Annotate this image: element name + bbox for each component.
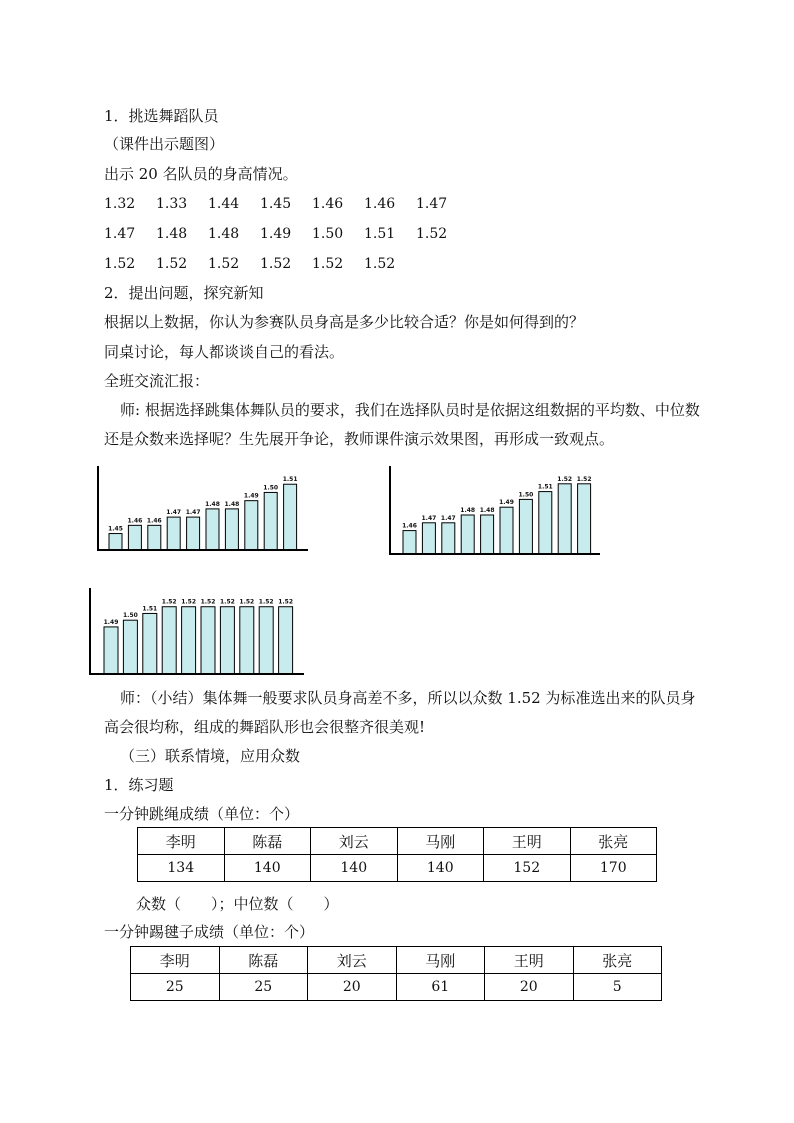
bar-value-label: 1.48 bbox=[460, 507, 476, 514]
bar-value-label: 1.52 bbox=[278, 598, 294, 606]
bar-value-label: 1.52 bbox=[576, 475, 592, 483]
bar-chart-3 bbox=[86, 584, 306, 678]
bar-value-label: 1.47 bbox=[185, 509, 201, 517]
chart-bar bbox=[264, 492, 277, 550]
table-row: 李明 陈磊 刘云 马刚 王明 张亮 bbox=[131, 947, 662, 974]
chart-bar bbox=[284, 484, 297, 550]
bar-value-label: 1.51 bbox=[537, 483, 553, 491]
chart-bar bbox=[245, 501, 258, 550]
chart-bar bbox=[461, 515, 474, 554]
heading-select-dancers: 1．挑选舞蹈队员 bbox=[104, 107, 219, 125]
height-row-3: 1.52 1.52 1.52 1.52 1.52 1.52 bbox=[104, 256, 396, 272]
question-text: 根据以上数据，你认为参赛队员身高是多少比较合适？你是如何得到的？ bbox=[104, 313, 585, 331]
chart-bar bbox=[148, 525, 161, 550]
mode-median-blanks: 众数（ ）；中位数（ ） bbox=[136, 895, 339, 913]
jump-rope-table bbox=[137, 827, 657, 882]
bar-value-label: 1.47 bbox=[440, 514, 456, 522]
bar-value-label: 1.52 bbox=[557, 475, 573, 483]
chart-bar bbox=[578, 484, 591, 554]
bar-chart-2 bbox=[388, 462, 602, 558]
bar-value-label: 1.50 bbox=[122, 612, 138, 620]
table-row: 25 25 20 61 20 5 bbox=[131, 974, 662, 1001]
chart-bar bbox=[422, 523, 435, 554]
chart-bar bbox=[519, 499, 532, 554]
bar-value-label: 1.46 bbox=[402, 522, 417, 530]
section-3-heading: （三）联系情境，应用众数 bbox=[120, 747, 301, 765]
chart-bar bbox=[220, 607, 234, 674]
exercise-heading: 1．练习题 bbox=[104, 776, 174, 794]
chart-bar bbox=[279, 607, 293, 674]
chart-bar bbox=[500, 507, 513, 554]
heading-explore: 2．提出问题，探究新知 bbox=[104, 284, 264, 302]
chart-bar bbox=[481, 515, 494, 554]
bar-value-label: 1.46 bbox=[127, 517, 143, 525]
chart-bar bbox=[206, 509, 219, 550]
chart-bar bbox=[558, 484, 571, 554]
chart-bar bbox=[143, 613, 157, 674]
shuttlecock-table bbox=[130, 946, 662, 1001]
bar-value-label: 1.47 bbox=[166, 509, 182, 517]
chart-bar bbox=[403, 531, 416, 554]
table-row: 134 140 140 140 152 170 bbox=[138, 855, 657, 882]
teacher-text-2: 还是众数来选择呢？生先展开争论，教师课件演示效果图，再形成一致观点。 bbox=[104, 430, 615, 448]
bar-value-label: 1.52 bbox=[239, 598, 255, 606]
chart-bar bbox=[162, 607, 176, 674]
bar-value-label: 1.51 bbox=[142, 605, 158, 613]
bar-value-label: 1.50 bbox=[518, 491, 534, 499]
chart-bar bbox=[109, 534, 122, 550]
bar-value-label: 1.52 bbox=[200, 598, 216, 606]
shuttlecock-title: 一分钟踢毽子成绩（单位：个） bbox=[104, 923, 315, 941]
height-row-2: 1.47 1.48 1.48 1.49 1.50 1.51 1.52 bbox=[104, 226, 448, 242]
chart-bar bbox=[240, 607, 254, 674]
bar-value-label: 1.48 bbox=[479, 507, 495, 514]
chart-bar bbox=[539, 492, 552, 554]
chart-bar bbox=[187, 517, 200, 550]
intro-text: 出示 20 名队员的身高情况。 bbox=[104, 165, 298, 183]
chart-bar bbox=[128, 525, 141, 550]
courseware-note: （课件出示题图） bbox=[104, 135, 225, 153]
teacher-text-1: 师: 根据选择跳集体舞队员的要求，我们在选择队员时是依据这组数据的平均数、中位数 bbox=[120, 401, 700, 419]
chart-bar bbox=[201, 607, 215, 674]
jump-rope-title: 一分钟跳绳成绩（单位：个） bbox=[104, 805, 300, 823]
bar-chart-1 bbox=[94, 462, 310, 554]
chart-bar bbox=[182, 607, 196, 674]
height-row-1: 1.32 1.33 1.44 1.45 1.46 1.46 1.47 bbox=[104, 196, 448, 212]
summary-text-1: 师：（小结）集体舞一般要求队员身高差不多，所以以众数 1.52 为标准选出来的队员身 bbox=[120, 689, 696, 707]
chart-bar bbox=[123, 620, 137, 674]
chart-bar bbox=[104, 627, 118, 674]
bar-value-label: 1.49 bbox=[499, 499, 514, 507]
bar-value-label: 1.52 bbox=[219, 598, 235, 606]
chart-bar bbox=[167, 517, 180, 550]
report-text: 全班交流汇报： bbox=[104, 372, 210, 390]
bar-value-label: 1.46 bbox=[146, 517, 162, 525]
bar-value-label: 1.45 bbox=[108, 525, 123, 533]
bar-value-label: 1.52 bbox=[161, 598, 177, 606]
summary-text-2: 高会很均称，组成的舞蹈队形也会很整齐很美观! bbox=[104, 718, 426, 736]
bar-value-label: 1.50 bbox=[263, 484, 279, 492]
bar-value-label: 1.52 bbox=[258, 598, 274, 606]
bar-value-label: 1.47 bbox=[421, 514, 437, 522]
bar-value-label: 1.52 bbox=[181, 598, 197, 606]
bar-value-label: 1.51 bbox=[282, 476, 298, 484]
bar-value-label: 1.48 bbox=[224, 500, 240, 508]
chart-bar bbox=[259, 607, 273, 674]
bar-value-label: 1.49 bbox=[103, 618, 119, 626]
chart-bar bbox=[442, 523, 455, 554]
bar-value-label: 1.49 bbox=[243, 492, 259, 500]
discussion-text: 同桌讨论，每人都谈谈自己的看法。 bbox=[104, 343, 345, 361]
chart-bar bbox=[225, 509, 238, 550]
table-row: 李明 陈磊 刘云 马刚 王明 张亮 bbox=[138, 828, 657, 855]
bar-value-label: 1.48 bbox=[205, 500, 220, 508]
